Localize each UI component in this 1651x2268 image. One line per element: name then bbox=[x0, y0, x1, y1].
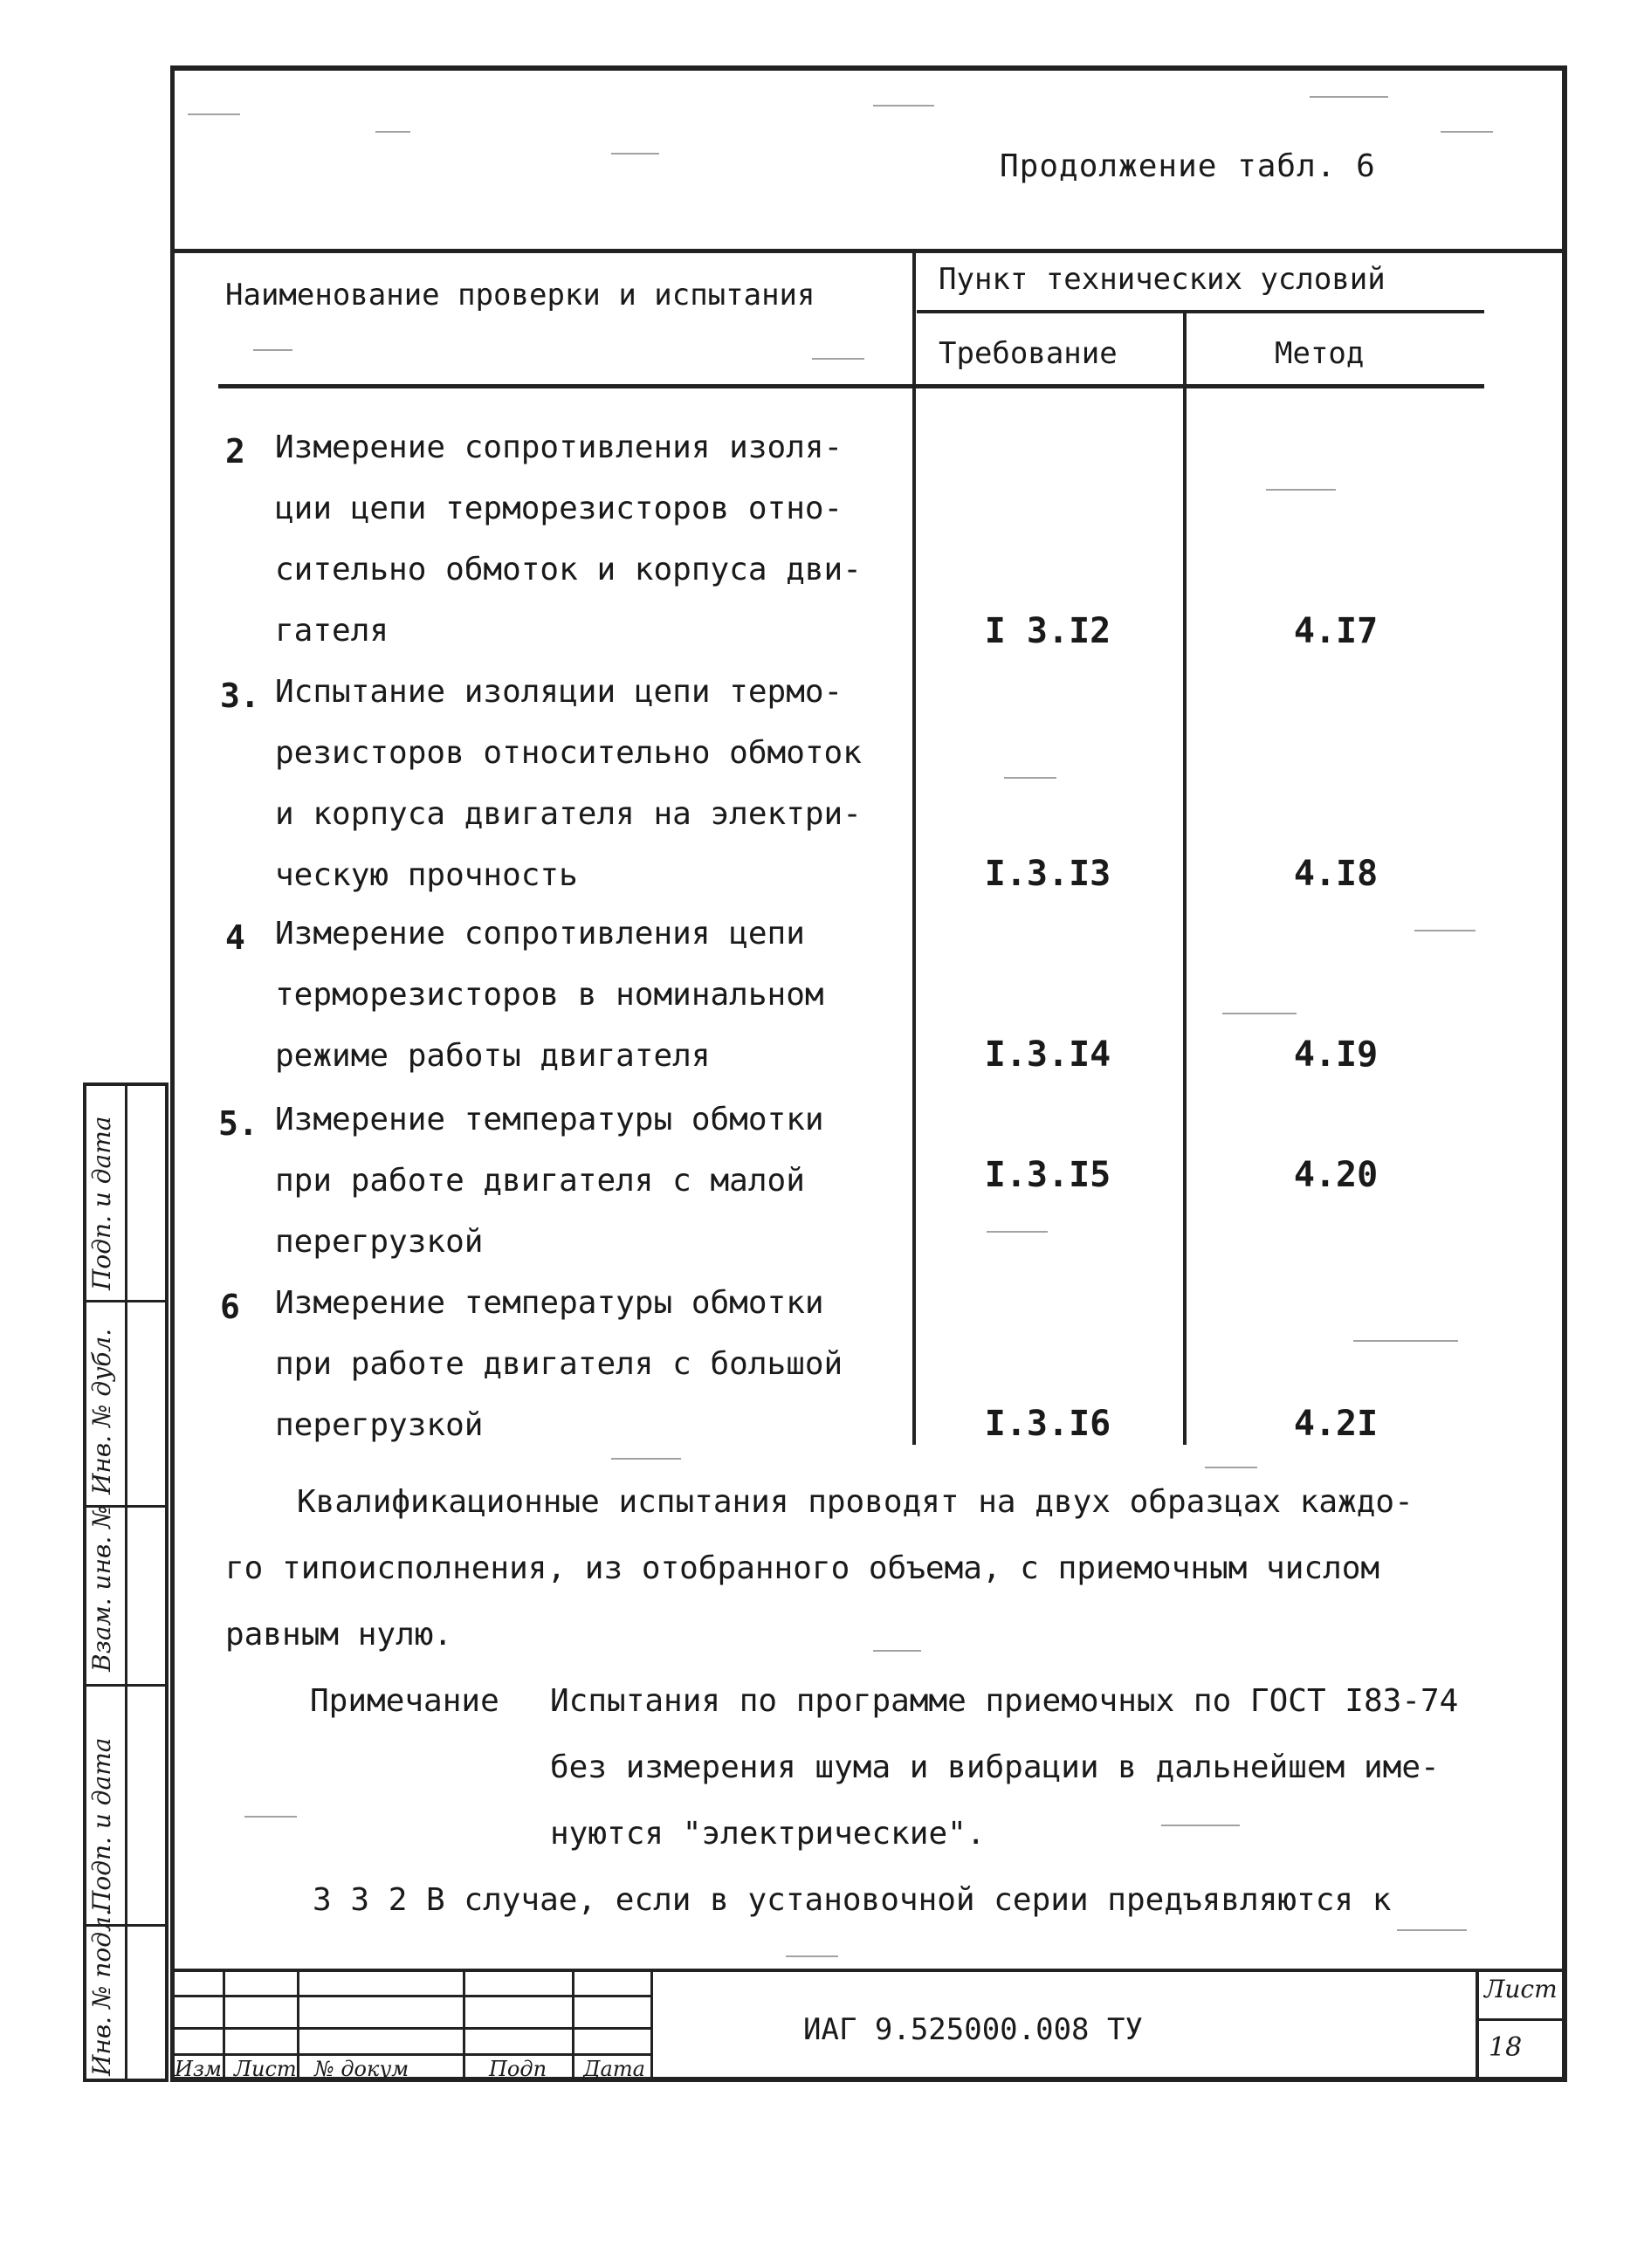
stamp-cell-date: Дата bbox=[583, 2057, 645, 2081]
scan-noise bbox=[1161, 1825, 1240, 1826]
body-paragraph-line: равным нулю. bbox=[225, 1617, 453, 1653]
row-text-line: сительно обмоток и корпуса дви- bbox=[275, 552, 862, 588]
note-label: Примечание bbox=[310, 1683, 499, 1719]
stamp-sheet-divider bbox=[1476, 1969, 1479, 2082]
scan-noise bbox=[1205, 1467, 1257, 1468]
header-tech-conditions: Пункт технических условий bbox=[939, 262, 1386, 297]
row-text-line: Измерение температуры обмотки bbox=[275, 1285, 824, 1321]
scan-noise bbox=[611, 1458, 681, 1460]
note-line: нуются "электрические". bbox=[550, 1816, 986, 1852]
row-requirement: I.3.I6 bbox=[984, 1404, 1111, 1444]
scan-noise bbox=[812, 358, 864, 360]
scan-noise bbox=[1266, 489, 1336, 491]
scan-noise bbox=[1414, 930, 1476, 931]
stamp-cell-sheet: Лист bbox=[234, 2057, 297, 2081]
scan-noise bbox=[786, 1955, 838, 1957]
row-requirement: I.3.I3 bbox=[984, 854, 1111, 894]
row-text-line: Испытание изоляции цепи термо- bbox=[275, 674, 843, 710]
scan-noise bbox=[1441, 131, 1493, 133]
stamp-top-rule bbox=[170, 1969, 1567, 1972]
side-stamp-divider bbox=[125, 1086, 127, 2079]
row-number: 5. bbox=[218, 1104, 258, 1143]
scan-noise bbox=[1310, 96, 1388, 98]
row-text-line: и корпуса двигателя на электри- bbox=[275, 796, 862, 832]
row-number: 3. bbox=[220, 677, 260, 715]
body-paragraph-line: го типоисполнения, из отобранного объема, с приемочным числом bbox=[225, 1550, 1380, 1586]
row-requirement: I.3.I4 bbox=[984, 1034, 1111, 1075]
row-text-line: гателя bbox=[275, 613, 389, 649]
side-stamp-label: Инв. № дубл. bbox=[87, 1328, 116, 1495]
stamp-divider bbox=[297, 1969, 299, 2082]
table-col-divider-1 bbox=[912, 249, 916, 1445]
stamp-cell-change: Изм bbox=[175, 2057, 222, 2081]
side-stamp-label: Взам. инв. № bbox=[87, 1505, 116, 1672]
table-header-bottom-rule bbox=[218, 384, 1484, 388]
header-requirement: Требование bbox=[939, 336, 1118, 371]
row-text-line: режиме работы двигателя bbox=[275, 1038, 711, 1074]
row-number: 4 bbox=[225, 918, 245, 957]
side-stamp-label: Подп. и дата bbox=[87, 1116, 116, 1290]
stamp-divider bbox=[572, 1969, 574, 2082]
stamp-divider bbox=[650, 1969, 653, 2082]
scan-noise bbox=[1222, 1013, 1297, 1014]
stamp-divider bbox=[223, 1969, 225, 2082]
scan-noise bbox=[1397, 1929, 1467, 1931]
document-code: ИАГ 9.525000.008 ТУ bbox=[803, 2012, 1143, 2047]
scan-noise bbox=[244, 1816, 297, 1818]
row-text-line: при работе двигателя с малой bbox=[275, 1163, 805, 1199]
scan-noise bbox=[873, 1650, 921, 1652]
row-method: 4.2I bbox=[1293, 1404, 1379, 1444]
stamp-cell-signature: Подп bbox=[489, 2057, 547, 2081]
row-method: 4.20 bbox=[1293, 1155, 1379, 1195]
row-text-line: Измерение температуры обмотки bbox=[275, 1102, 824, 1137]
row-method: 4.I7 bbox=[1293, 611, 1379, 651]
scan-noise bbox=[188, 113, 240, 115]
row-text-line: Измерение сопротивления цепи bbox=[275, 916, 805, 952]
scan-noise bbox=[375, 131, 410, 133]
stamp-mid-rule bbox=[170, 2053, 650, 2056]
side-stamp-label: Подп. и дата bbox=[87, 1737, 116, 1912]
stamp-divider bbox=[463, 1969, 465, 2082]
stamp-mid-rule bbox=[170, 2027, 650, 2030]
table-subheader-rule bbox=[917, 310, 1484, 313]
scan-noise bbox=[1353, 1340, 1458, 1342]
header-method: Метод bbox=[1275, 336, 1365, 371]
scan-noise bbox=[253, 349, 292, 351]
side-stamp-divider bbox=[86, 1684, 165, 1687]
row-text-line: ции цепи терморезисторов отно- bbox=[275, 491, 843, 526]
note-line: без измерения шума и вибрации в дальнейшем име- bbox=[550, 1749, 1440, 1785]
row-text-line: резисторов относительно обмоток bbox=[275, 735, 862, 771]
body-paragraph-line: Квалификационные испытания проводят на двух образцах каждо- bbox=[297, 1484, 1414, 1520]
stamp-mid-rule bbox=[170, 1995, 650, 1997]
section-paragraph: 3 3 2 В случае, если в установочной серии предъявляются к bbox=[313, 1882, 1392, 1918]
table-top-rule bbox=[170, 249, 1567, 253]
row-text-line: перегрузкой bbox=[275, 1407, 484, 1443]
scan-noise bbox=[611, 153, 659, 155]
row-requirement: I.3.I5 bbox=[984, 1155, 1111, 1195]
header-name-column: Наименование проверки и испытания bbox=[225, 278, 815, 313]
stamp-sheet-rule bbox=[1476, 2018, 1567, 2021]
continuation-title: Продолжение табл. 6 bbox=[1000, 148, 1376, 184]
row-text-line: терморезисторов в номинальном bbox=[275, 977, 824, 1013]
row-text-line: ческую прочность bbox=[275, 857, 578, 893]
note-line: Испытания по программе приемочных по ГОСТ I83-74 bbox=[550, 1683, 1459, 1719]
row-requirement: I 3.I2 bbox=[984, 611, 1111, 651]
scan-noise bbox=[987, 1231, 1048, 1233]
scan-noise bbox=[873, 105, 934, 107]
row-method: 4.I9 bbox=[1293, 1034, 1379, 1075]
sheet-label: Лист bbox=[1484, 1975, 1558, 2003]
row-number: 6 bbox=[220, 1288, 240, 1326]
table-col-divider-2 bbox=[1183, 312, 1187, 1445]
row-number: 2 bbox=[225, 432, 245, 471]
row-text-line: перегрузкой bbox=[275, 1224, 484, 1260]
sheet-number: 18 bbox=[1489, 2032, 1523, 2063]
side-stamp-label: Инв. № подл. bbox=[87, 1908, 116, 2076]
side-stamp-divider bbox=[86, 1300, 165, 1302]
stamp-cell-doc-number: № докум bbox=[314, 2057, 409, 2081]
scan-noise bbox=[1004, 777, 1056, 779]
row-method: 4.I8 bbox=[1293, 854, 1379, 894]
row-text-line: при работе двигателя с большой bbox=[275, 1346, 843, 1382]
row-text-line: Измерение сопротивления изоля- bbox=[275, 430, 843, 465]
